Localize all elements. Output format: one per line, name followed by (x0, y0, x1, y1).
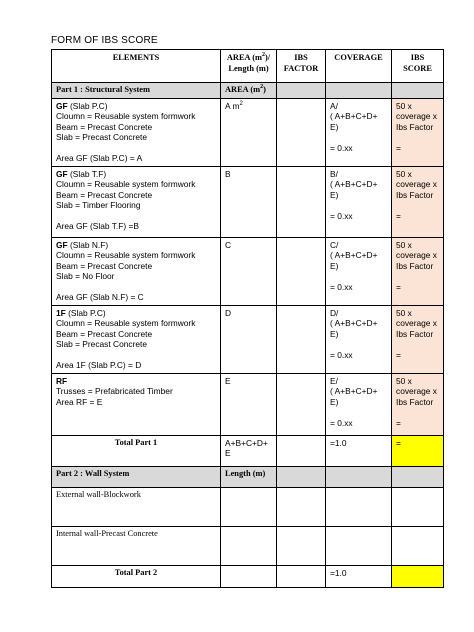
total-part1-area: A+B+C+D+ E (221, 435, 277, 466)
element-cell: GF (Slab P.C) Cloumn = Reusable system formwork Beam = Precast Concrete Slab = Precast Concrete Area GF (Slab P.C) = A (52, 98, 221, 166)
total-part1-factor (277, 435, 326, 466)
part1-area-heading: AREA $(m^2)$ (221, 83, 277, 99)
coverage-cell (326, 526, 392, 565)
score-cell: 50 x coverage x Ibs Factor = (392, 98, 444, 166)
coverage-cell: E/ ( A+B+C+D+ E) = 0.xx (326, 373, 392, 435)
factor-cell (277, 487, 326, 526)
coverage-cell (326, 487, 392, 526)
coverage-cell: A/ ( A+B+C+D+ E) = 0.xx (326, 98, 392, 166)
header-elements: ELEMENTS (52, 50, 221, 83)
part2-empty-coverage (326, 466, 392, 487)
part1-empty-score (392, 83, 444, 99)
factor-cell (277, 373, 326, 435)
element-cell: RF Trusses = Prefabricated Timber Area RF = E (52, 373, 221, 435)
total-part2-area (221, 565, 277, 587)
part2-empty-score (392, 466, 444, 487)
factor-cell (277, 166, 326, 237)
area-cell: E (221, 373, 277, 435)
total-part2-coverage: =1.0 (326, 565, 392, 587)
score-cell (392, 487, 444, 526)
header-coverage: COVERAGE (326, 50, 392, 83)
table-row (52, 373, 444, 435)
table-row (52, 487, 444, 526)
part1-empty-factor (277, 83, 326, 99)
score-cell: 50 x coverage x Ibs Factor = (392, 237, 444, 305)
area-cell: C (221, 237, 277, 305)
table-header-row (52, 50, 444, 83)
wall-element-cell: External wall-Blockwork (52, 487, 221, 526)
total-part2-score (392, 565, 444, 587)
table-row (52, 526, 444, 565)
header-area-text: AREA $(m^2)/$ (226, 52, 271, 62)
factor-cell (277, 526, 326, 565)
total-part1-score: = (392, 435, 444, 466)
coverage-cell: B/ ( A+B+C+D+ E) = 0.xx (326, 166, 392, 237)
wall-element-cell: Internal wall-Precast Concrete (52, 526, 221, 565)
table-row (52, 305, 444, 373)
part1-heading: Part 1 : Structural System (52, 83, 221, 99)
table-row (52, 98, 444, 166)
table-row (52, 237, 444, 305)
header-ibs-factor: IBS FACTOR (277, 50, 326, 83)
score-cell: 50 x coverage x Ibs Factor = (392, 166, 444, 237)
coverage-cell: C/ ( A+B+C+D+ E) = 0.xx (326, 237, 392, 305)
score-cell: 50 x coverage x Ibs Factor = (392, 373, 444, 435)
score-cell (392, 526, 444, 565)
factor-cell (277, 305, 326, 373)
area-cell: D (221, 305, 277, 373)
factor-cell (277, 98, 326, 166)
area-cell (221, 526, 277, 565)
header-area (221, 50, 277, 83)
total-part2-row (52, 565, 444, 587)
area-cell: A $m^2$ (221, 98, 277, 166)
table-row (52, 166, 444, 237)
ibs-score-table (51, 49, 444, 588)
area-cell (221, 487, 277, 526)
part2-empty-factor (277, 466, 326, 487)
form-title: FORM OF IBS SCORE (51, 35, 158, 46)
area-cell: B (221, 166, 277, 237)
factor-cell (277, 237, 326, 305)
total-part1-row (52, 435, 444, 466)
part2-heading: Part 2 : Wall System (52, 466, 221, 487)
element-cell: GF (Slab T.F) Cloumn = Reusable system formwork Beam = Precast Concrete Slab = Timber Flooring Area GF (Slab T.F) =B (52, 166, 221, 237)
total-part2-label: Total Part 2 (52, 565, 221, 587)
total-part1-label: Total Part 1 (52, 435, 221, 466)
score-cell: 50 x coverage x Ibs Factor = (392, 305, 444, 373)
element-cell: GF (Slab N.F) Cloumn = Reusable system formwork Beam = Precast Concrete Slab = No Floor Area GF (Slab N.F) = C (52, 237, 221, 305)
header-ibs-score: IBS SCORE (392, 50, 444, 83)
total-part1-coverage: =1.0 (326, 435, 392, 466)
header-area-line2: Length (m) (228, 63, 269, 73)
part1-empty-coverage (326, 83, 392, 99)
coverage-cell: D/ ( A+B+C+D+ E) = 0.xx (326, 305, 392, 373)
part2-area-heading: Length (m) (221, 466, 277, 487)
element-cell: 1F (Slab P.C) Cloumn = Reusable system formwork Beam = Precast Concrete Slab = Precast Concrete Area 1F (Slab P.C) = D (52, 305, 221, 373)
part2-heading-row (52, 466, 444, 487)
part1-heading-row (52, 83, 444, 99)
total-part2-factor (277, 565, 326, 587)
